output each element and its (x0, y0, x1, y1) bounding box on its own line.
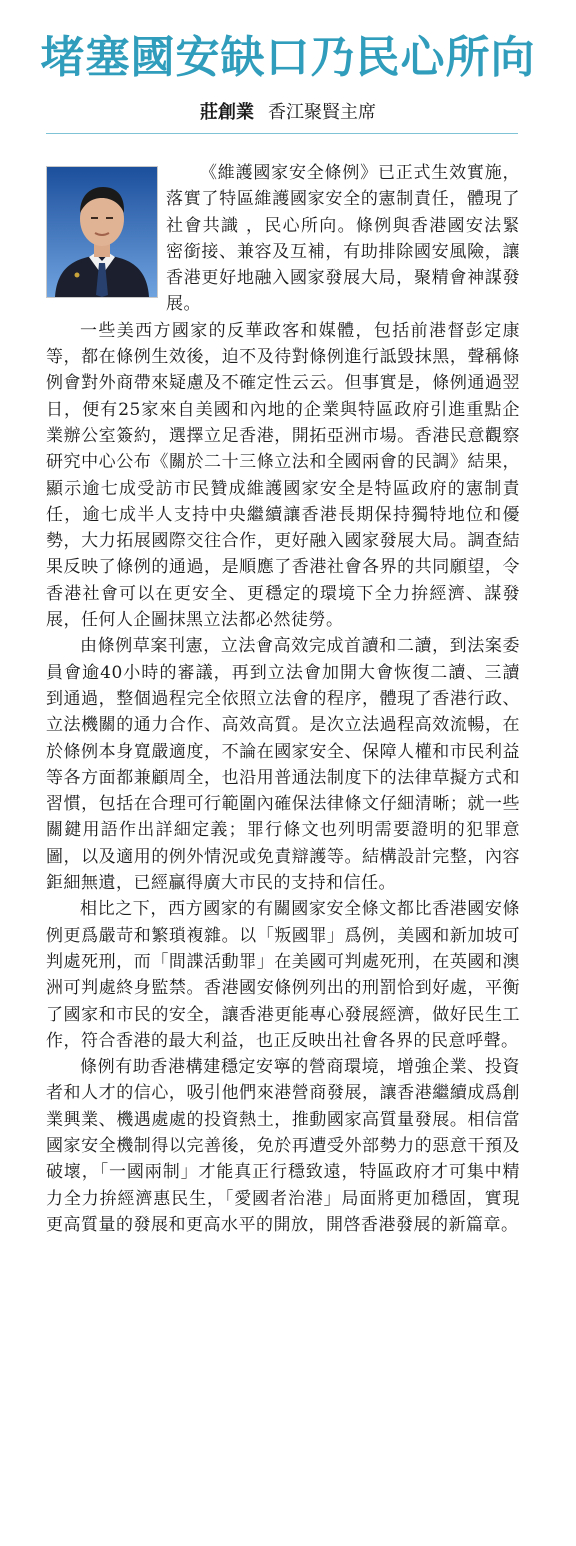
paragraph-3: 由條例草案刊憲，立法會高效完成首讀和二讀，到法案委員會逾40小時的審議，再到立法會加開大會恢復二讀、三讀到通過，整個過程完全依照立法會的程序，體現了香港行政、立法機關的通力合作、高效高質。是次立法過程高效流暢，在於條例本身寬嚴適度，不論在國家安全、保障人權和市民利益等各方面都兼顧周全，也沿用普通法制度下的法律草擬方式和習慣，包括在合理可行範圍內確保法律條文仔細清晰；就一些關鍵用語作出詳細定義；罪行條文也列明需要證明的犯罪意圖，以及適用的例外情況或免責辯護等。結構設計完整，內容鉅細無遺，已經贏得廣大市民的支持和信任。 (46, 636, 520, 894)
paragraph-4: 相比之下，西方國家的有關國家安全條文都比香港國安條例更爲嚴苛和繁瑣複雜。以「叛國罪」爲例，美國和新加坡可判處死刑，而「間諜活動罪」在美國可判處死刑，在英國和澳洲可判處終身監禁。香港國安條例列出的刑罰恰到好處，平衡了國家和市民的安全，讓香港更能專心發展經濟，做好民生工作，符合香港的最大利益，也正反映出社會各界的民意呼聲。 (46, 899, 520, 1051)
photo-wrap-space (46, 160, 166, 310)
paragraph-2: 一些美西方國家的反華政客和媒體，包括前港督彭定康等，都在條例生效後，迫不及待對條例進行詆毀抹黑，聲稱條例會對外商帶來疑慮及不確定性云云。但事實是，條例通過翌日，便有25家來自美國和內地的企業與特區政府引進重點企業辦公室簽約，選擇立足香港，開拓亞洲市場。香港民意觀察研究中心公布《關於二十三條立法和全國兩會的民調》結果，顯示逾七成受訪市民贊成維護國家安全是特區政府的憲制責任，逾七成半人支持中央繼續讓香港長期保持獨特地位和優勢，大力拓展國際交往合作，更好融入國家發展大局。調查結果反映了條例的通過，是順應了香港社會各界的共同願望，令香港社會可以在更安全、更穩定的環境下全力拚經濟、謀發展，任何人企圖抹黑立法都必然徒勞。 (46, 320, 520, 631)
headline: 堵塞國安缺口乃民心所向 (40, 32, 536, 83)
paragraph-1: 《維護國家安全條例》已正式生效實施，落實了特區維護國家安全的憲制責任，體現了社會共識 ，民心所向。條例與香港國安法緊密銜接、兼容及互補，有助排除國安風險，讓香港更好地融入國家發展大局，聚精會神謀發展。 (166, 163, 520, 315)
paragraph-5: 條例有助香港構建穩定安寧的營商環境，增強企業、投資者和人才的信心，吸引他們來港營商發展，讓香港繼續成爲創業興業、機遇處處的投資熱土，推動國家高質量發展。相信當國家安全機制得以完善後，免於再遭受外部勢力的惡意干預及破壞，「一國兩制」才能真正行穩致遠，特區政府才可集中精力全力拚經濟惠民生，「愛國者治港」局面將更加穩固，實現更高質量的發展和更高水平的開放，開啓香港發展的新篇章。 (46, 1057, 520, 1235)
article-body (46, 160, 520, 1238)
author-title: 香江聚賢主席 (268, 102, 376, 123)
header-divider (46, 133, 518, 134)
byline (0, 100, 576, 126)
author-name: 莊創業 (200, 102, 254, 123)
